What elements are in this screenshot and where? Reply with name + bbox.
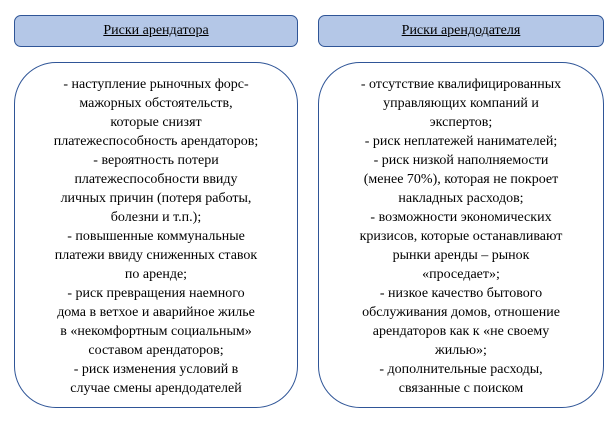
landlord-risk-line: жилью»;	[435, 343, 487, 358]
landlord-risk-line: накладных расходов;	[398, 191, 524, 206]
landlord-risk-line: рынки аренды – рынок	[392, 248, 530, 263]
landlord-risk-line: арендаторов как к «не своему	[372, 324, 550, 339]
landlord-risk-line: управляющих компаний и	[383, 96, 539, 111]
tenant-risk-line: болезни и т.п.);	[110, 210, 202, 225]
tenant-risk-line: случае смены арендодателей	[70, 381, 242, 396]
tenant-risk-line: в «некомфортным социальным»	[60, 324, 252, 339]
landlord-risk-line: кризисов, которые останавливают	[359, 229, 563, 244]
landlord-risk-line: - риск неплатежей нанимателей;	[364, 134, 558, 149]
tenant-risk-line: - наступление рыночных форс-	[63, 77, 249, 92]
tenant-risk-line: - риск превращения наемного	[67, 286, 245, 301]
landlord-risk-line: «проседает»;	[422, 267, 500, 282]
tenant-risk-line: платежи ввиду сниженных ставок	[54, 248, 258, 263]
tenant-risk-line: платежеспособности ввиду	[74, 172, 238, 187]
tenant-risk-line: - риск изменения условий в	[73, 362, 239, 377]
tenant-risk-line: платежеспособность арендаторов;	[53, 134, 259, 149]
tenant-risk-line: по аренде;	[124, 267, 188, 282]
tenant-risks-header	[14, 15, 298, 47]
tenant-risk-line: - вероятность потери	[93, 153, 219, 168]
landlord-risk-line: - возможности экономических	[370, 210, 552, 225]
landlord-risk-line: обслуживания домов, отношение	[362, 305, 560, 320]
tenant-risk-line: составом арендаторов;	[88, 343, 224, 358]
landlord-risk-line: - отсутствие квалифицированных	[360, 77, 562, 92]
landlord-risk-line: экспертов;	[429, 115, 493, 130]
landlord-risks-title: Риски арендодателя	[401, 23, 521, 38]
tenant-risk-line: - повышенные коммунальные	[67, 229, 245, 244]
landlord-risk-line: (менее 70%), которая не покроет	[363, 172, 559, 187]
landlord-risk-line: - дополнительные расходы,	[379, 362, 543, 377]
tenant-risk-line: которые снизят	[110, 115, 202, 130]
landlord-risk-line: - риск низкой наполняемости	[373, 153, 549, 168]
tenant-risk-line: личных причин (потеря работы,	[60, 191, 252, 206]
tenant-risks-box	[14, 62, 298, 408]
tenant-risk-line: мажорных обстоятельств,	[79, 96, 233, 111]
landlord-risk-line: - низкое качество бытового	[379, 286, 543, 301]
tenant-risks-title: Риски арендатора	[103, 23, 209, 38]
tenant-risk-line: дома в ветхое и аварийное жилье	[57, 305, 255, 320]
landlord-risks-header	[318, 15, 604, 47]
landlord-risks-box	[318, 62, 604, 408]
landlord-risk-line: связанные с поиском	[398, 381, 524, 396]
